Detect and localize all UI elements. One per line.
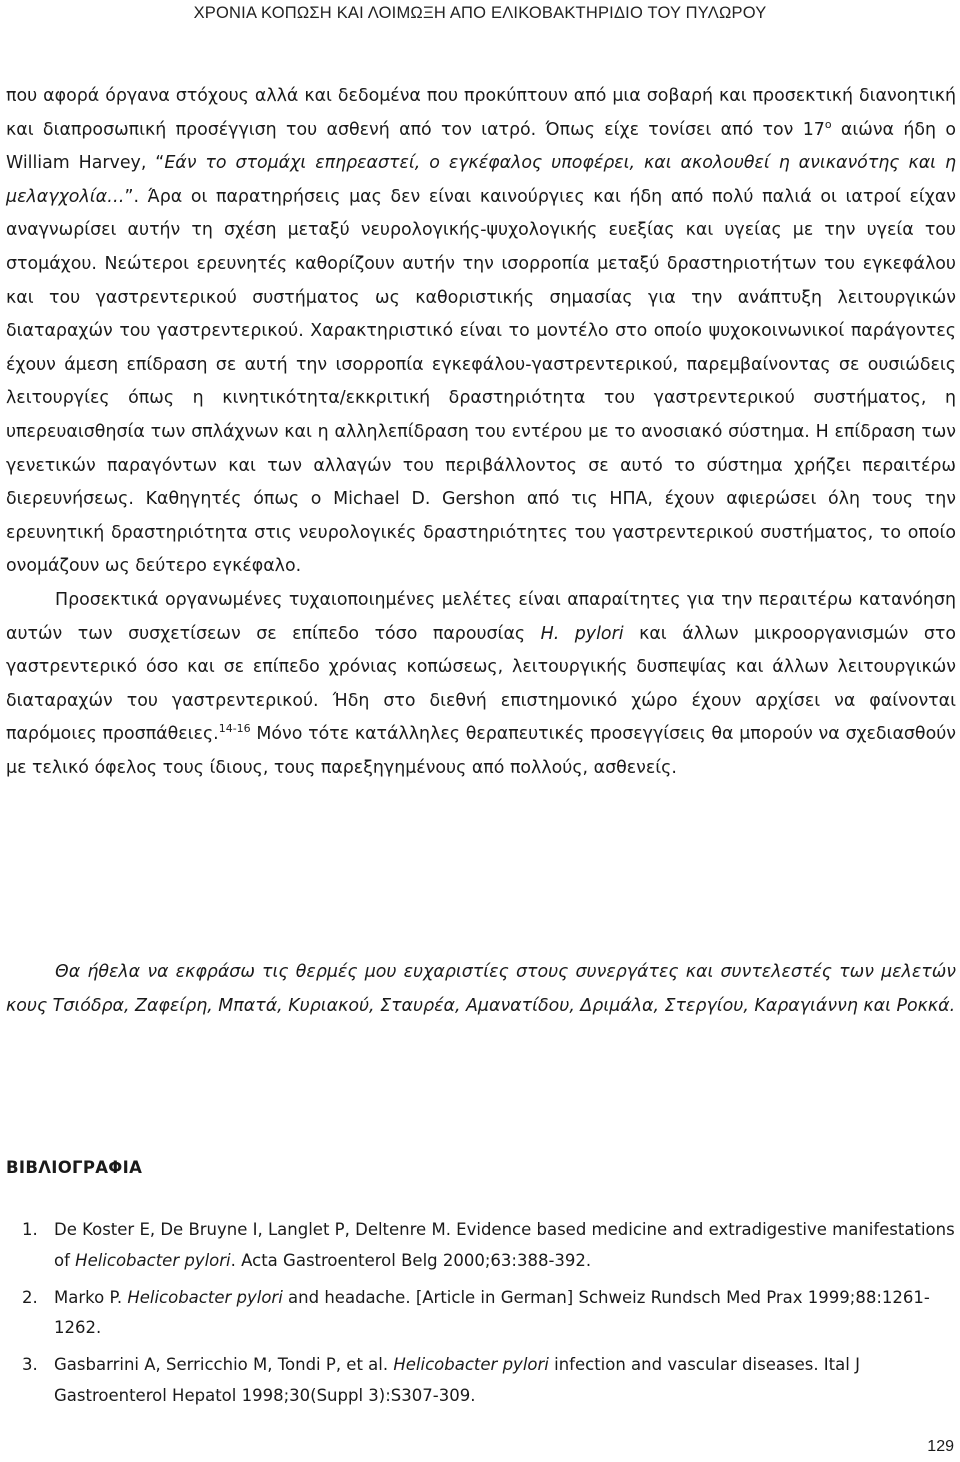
text-run: που αφορά όργανα στόχους αλλά και δεδομένα που προκύπτουν από μια σοβαρή και προσεκτική διανοητική και διαπροσωπική προσέγγιση του ασθενή από τον ιατρό. Όπως είχε τονίσει από τον 17 — [6, 86, 956, 140]
italic-term: Helicobacter pylori — [127, 1287, 283, 1307]
paragraph — [6, 80, 956, 584]
italic-term: H. pylori — [540, 623, 624, 644]
reference-number: 3. — [22, 1355, 38, 1374]
text-run: and headache. [Article in German] Schweiz Rundsch Med Prax 1999;88:1261-1262. — [54, 1287, 930, 1337]
text-run: infection and vascular diseases. Ital J Gastroenterol Hepatol 1998;30(Suppl 3):S307-309. — [54, 1355, 860, 1405]
bibliography-heading: ΒΙΒΛΙΟΓΡΑΦΙΑ — [6, 1158, 143, 1177]
reference-item — [6, 1283, 956, 1344]
superscript: ο — [824, 117, 832, 131]
text-run: Μόνο τότε κατάλληλες θεραπευτικές προσεγγίσεις θα μπορούν να σχεδιασθούν με τελικό όφελος τους ίδιους, τους παρεξηγημένους από πολλούς, ασθενείς. — [6, 724, 956, 778]
reference-list — [6, 1215, 956, 1418]
running-head: ΧΡΟΝΙΑ ΚΟΠΩΣΗ ΚΑΙ ΛΟΙΜΩΞΗ ΑΠΟ ΕΛΙΚΟΒΑΚΤΗΡΙΔΙΟ ΤΟΥ ΠΥΛΩΡΟΥ — [193, 4, 767, 22]
text-run: Gasbarrini A, Serricchio M, Tondi P, et al. — [54, 1355, 394, 1374]
text-run: . Acta Gastroenterol Belg 2000;63:388-392. — [230, 1250, 592, 1270]
body-text — [6, 80, 956, 785]
text-run: De Koster E, De Bruyne I, Langlet P, Deltenre M. Evidence based medicine and extradigestive manifestations of — [54, 1220, 955, 1270]
text-run: και άλλων μικροοργανισμών στο γαστρεντερικό όσο και σε επίπεδο χρόνιας κοπώσεως, λειτουργικής δυσπεψίας και άλλων λειτουργικών διαταραχών του γαστρεντερικού. Ήδη στο διεθνή επιστημονικό χώρο έχουν αρχίσει να φαίνονται παρόμοιες προσπάθειες. — [6, 623, 956, 745]
acknowledgement: Θα ήθελα να εκφράσω τις θερμές μου ευχαριστίες στους συνεργάτες και συντελεστές των μελετών κους Τσιόδρα, Ζαφείρη, Μπατά, Κυριακού, Σταυρέα, Αμανατίδου, Δριμάλα, Στεργίου, Καραγιάννη και Ροκκά. — [6, 962, 956, 1016]
text-run: αιώνα ήδη ο William Harvey, “ — [6, 119, 956, 174]
reference-number: 2. — [22, 1287, 38, 1307]
text-run: Marko P. — [54, 1287, 128, 1307]
reference-number: 1. — [22, 1220, 38, 1239]
page-number: 129 — [927, 1438, 954, 1455]
citation-superscript: 14-16 — [218, 722, 251, 736]
italic-term: Helicobacter pylori — [393, 1355, 549, 1374]
paragraph — [6, 584, 956, 786]
text-run: ”. Άρα οι παρατηρήσεις μας δεν είναι καινούργιες και ήδη από πολύ παλιά οι ιατροί είχαν αναγνωρίσει αυτήν τη σχέση μεταξύ νευρολογικής-ψυχολογικής ευεξίας και υγείας με την υγεία του στομάχου. Νεώτεροι ερευνητές καθορίζουν αυτήν την ισορροπία μεταξύ δραστηριοτήτων του εγκεφάλου και του γαστρεντερικού συστήματος ως καθοριστικής σημασίας για την ανάπτυξη λειτουργικών διαταραχών του γαστρεντερικού. Χαρακτηριστικό είναι το μοντέλο στο οποίο ψυχοκοινωνικοί παράγοντες έχουν άμεση επίδραση σε αυτή την ισορροπία εγκεφάλου-γαστρεντερικού, παρεμβαίνοντας σε ουσιώδεις λειτουργίες όπως η κινητικότητα/εκκριτική δραστηριότητα του γαστρεντερικού συστήματος, η υπερευαισθησία των σπλάχνων και η αλληλεπίδραση του εντέρου με το ανοσιακό σύστημα. Η επίδραση των γενετικών παραγόντων και των αλλαγών του περιβάλλοντος σε αυτό το σύστημα χρήζει περαιτέρω διερευνήσεως. Καθηγητές όπως ο Michael D. Gershon από τις ΗΠΑ, έχουν αφιερώσει όλη τους την ερευνητική δραστηριότητα στις νευρολογικές δραστηριότητες του γαστρεντερικού συστήματος, το οποίο ονομάζουν ως δεύτερο εγκέφαλο. — [6, 186, 956, 577]
reference-item — [6, 1350, 956, 1411]
text-run: Προσεκτικά οργανωμένες τυχαιοποιημένες μελέτες είναι απαραίτητες για την περαιτέρω κατανόηση αυτών των συσχετίσεων σε επίπεδο τόσο παρουσίας — [6, 589, 956, 644]
italic-term: Helicobacter pylori — [75, 1250, 231, 1270]
harvey-quote: Εάν το στομάχι επηρεαστεί, ο εγκέφαλος υποφέρει, και ακολουθεί η ανικανότης και η μελαγχολία… — [6, 153, 956, 207]
reference-item — [6, 1215, 956, 1276]
